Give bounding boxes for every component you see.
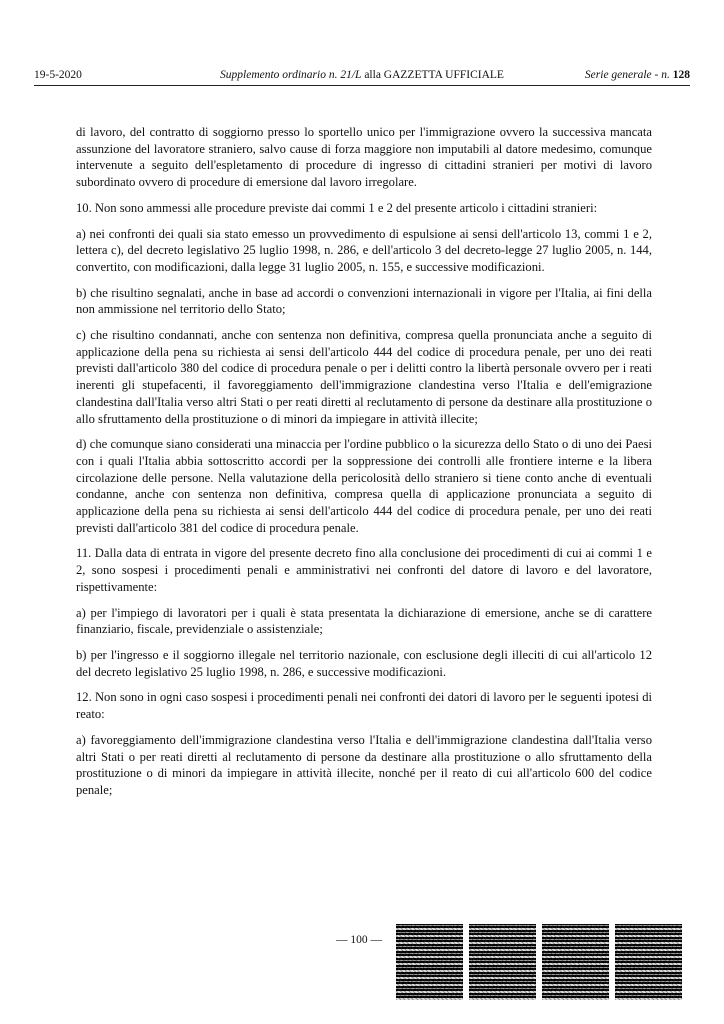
qr-code-icon (615, 924, 682, 1000)
header-rule (34, 85, 690, 86)
paragraph: b) che risultino segnalati, anche in base ad accordi o convenzioni internazionali in vigore per l'Italia, ai fini della non ammissione nel territorio dello Stato; (76, 285, 652, 317)
paragraph: a) nei confronti dei quali sia stato emesso un provvedimento di espulsione ai sensi dell'articolo 13, commi 1 e 2, lettera c), del decreto legislativo 25 luglio 1998, n. 286, e dell'articolo 3 del decreto-legge 27 luglio 2005, n. 144, convertito, con modificazioni, dalla legge 31 luglio 2005, n. 155, e successive modificazioni. (76, 226, 652, 274)
qr-code-icon (396, 924, 463, 1000)
page-number: — 100 — (336, 934, 382, 946)
paragraph: a) per l'impiego di lavoratori per i quali è stata presentata la dichiarazione di emersione, anche se di carattere finanziario, fiscale, previdenziale o assistenziale; (76, 605, 652, 637)
paragraph: d) che comunque siano considerati una minaccia per l'ordine pubblico o la sicurezza dello Stato o di uno dei Paesi con i quali l'Italia abbia sottoscritto accordi per la soppressione dei controlli alle frontiere interne e la libera circolazione delle persone. Nella valutazione della pericolosità dello straniero si tiene conto anche di eventuali condanne, anche con sentenza non definitiva, compresa quella di applicazione pronunciata a seguito di applicazione della pena su richiesta ai sensi dell'articolo 444 del codice di procedura penale, per uno dei reati previsti dall'articolo 381 del codice di procedura penale. (76, 437, 652, 535)
paragraph: di lavoro, del contratto di soggiorno presso lo sportello unico per l'immigrazione ovvero la successiva mancata assunzione del lavoratore straniero, salvo cause di forza maggiore non imputabili al datore medesimo, comunque intervenute a seguito dell'espletamento di procedure di ingresso di cittadini stranieri per motivi di lavoro subordinato ovvero di procedure di emersione dal lavoro irregolare. (76, 125, 652, 190)
header-date: 19-5-2020 (34, 69, 82, 81)
paragraph: a) favoreggiamento dell'immigrazione clandestina verso l'Italia e dell'immigrazione clandestina dall'Italia verso altri Stati o per reati diretti al reclutamento di persone da destinare alla prostituzione o allo sfruttamento della prostituzione o di minori da impiegare in attività illecite, nonché per il reato di cui all'articolo 600 del codice penale; (76, 732, 652, 797)
document-body (76, 124, 652, 808)
header-series-label: Serie generale - n. (584, 69, 673, 81)
barcode-strip (396, 924, 682, 1000)
page-header (34, 66, 690, 84)
qr-code-icon (542, 924, 609, 1000)
header-series (585, 66, 690, 84)
paragraph: b) per l'ingresso e il soggiorno illegale nel territorio nazionale, con esclusione degli illeciti di cui all'articolo 12 del decreto legislativo 25 luglio 1998, n. 286, e successive modificazioni. (76, 647, 652, 679)
paragraph: 12. Non sono in ogni caso sospesi i procedimenti penali nei confronti dei datori di lavoro per le seguenti ipotesi di reato: (76, 690, 652, 722)
paragraph: 11. Dalla data di entrata in vigore del presente decreto fino alla conclusione dei procedimenti di cui ai commi 1 e 2, sono sospesi i procedimenti penali e amministrativi nei confronti del datore di lavoro e del lavoratore, rispettivamente: (76, 546, 652, 594)
header-gazette: alla GAZZETTA UFFICIALE (361, 69, 504, 81)
paragraph: c) che risultino condannati, anche con sentenza non definitiva, compresa quella pronunciata anche a seguito di applicazione della pena su richiesta ai sensi dell'articolo 444 del codice di procedura penale, per uno dei reati previsti dall'articolo 380 del codice di procedura penale o per i delitti contro la libertà personale ovvero per i reati inerenti gli stupefacenti, il favoreggiamento dell'immigrazione clandestina verso l'Italia e dell'emigrazione clandestina dall'Italia verso altri Stati o per reati diretti al reclutamento di persone da destinare alla prostituzione o allo sfruttamento della prostituzione o di minori da impiegare in attività illecite; (76, 328, 652, 426)
header-supplement: Supplemento ordinario n. 21/L (220, 69, 362, 81)
header-issue-number: 128 (672, 69, 690, 81)
paragraph: 10. Non sono ammessi alle procedure previste dai commi 1 e 2 del presente articolo i cittadini stranieri: (76, 200, 598, 215)
qr-code-icon (469, 924, 536, 1000)
